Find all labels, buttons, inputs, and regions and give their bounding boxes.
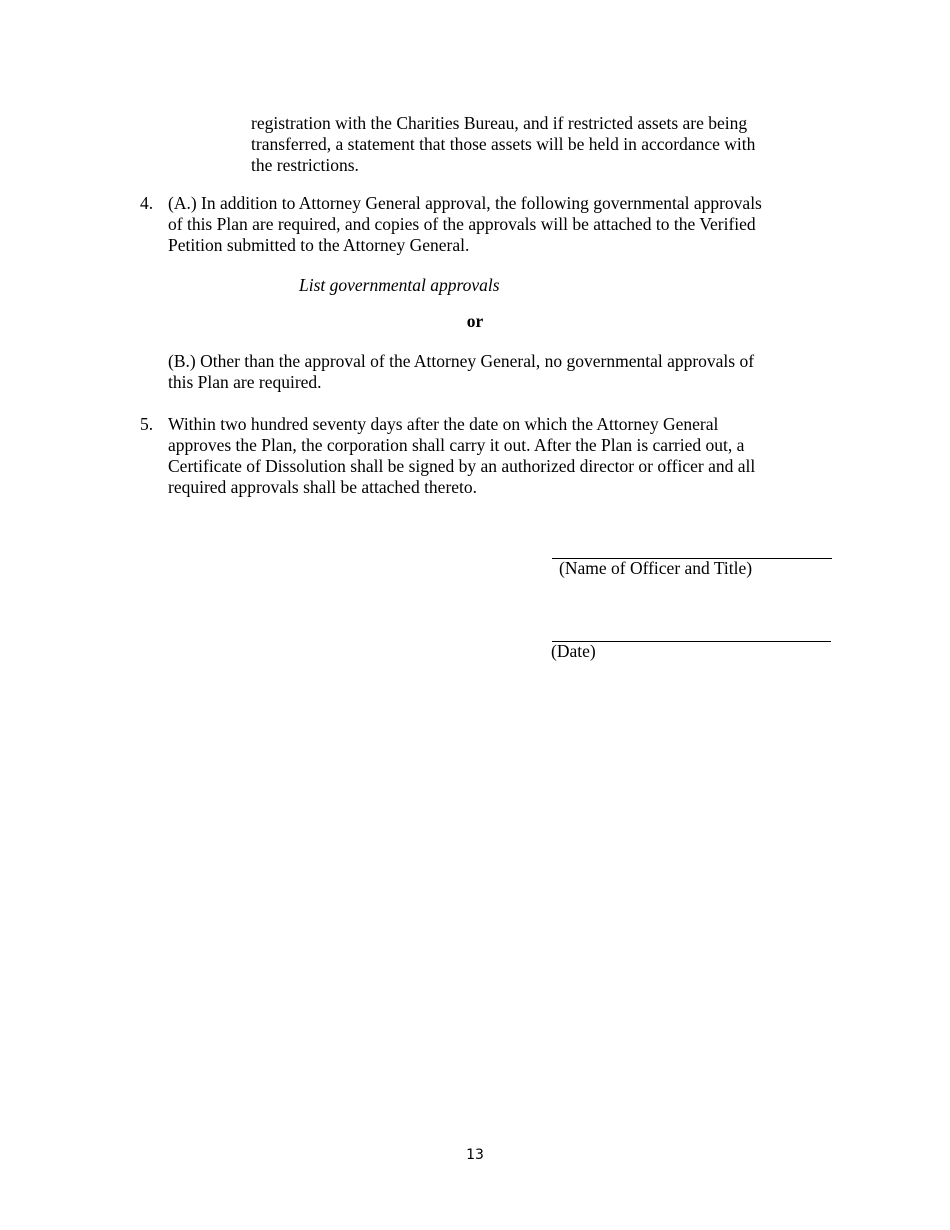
paragraph-line: the restrictions. bbox=[251, 155, 359, 175]
paragraph-line: (A.) In addition to Attorney General approval, the following governmental approvals bbox=[168, 193, 762, 213]
paragraph-line: of this Plan are required, and copies of the approvals will be attached to the Verified bbox=[168, 214, 756, 234]
continuation-paragraph bbox=[251, 113, 811, 176]
paragraph-line: Petition submitted to the Attorney General. bbox=[168, 235, 470, 255]
item-body bbox=[168, 193, 808, 256]
item-body bbox=[168, 414, 808, 498]
paragraph-line: Within two hundred seventy days after the date on which the Attorney General bbox=[168, 414, 719, 434]
list-approvals-placeholder: List governmental approvals bbox=[299, 275, 500, 295]
page-number: 13 bbox=[466, 1147, 484, 1163]
paragraph-line: approves the Plan, the corporation shall carry it out. After the Plan is carried out, a bbox=[168, 435, 745, 455]
item-number: 4. bbox=[140, 193, 154, 213]
date-label: (Date) bbox=[551, 641, 596, 661]
paragraph-line: transferred, a statement that those assets will be held in accordance with bbox=[251, 134, 756, 154]
paragraph-line: this Plan are required. bbox=[168, 372, 322, 392]
item-number: 5. bbox=[140, 414, 154, 434]
or-separator: or bbox=[466, 311, 484, 331]
paragraph-line: registration with the Charities Bureau, and if restricted assets are being bbox=[251, 113, 748, 133]
paragraph-line: required approvals shall be attached thereto. bbox=[168, 477, 478, 497]
paragraph-line: (B.) Other than the approval of the Attorney General, no governmental approvals of bbox=[168, 351, 755, 371]
officer-name-label: (Name of Officer and Title) bbox=[559, 558, 753, 578]
alternative-b-paragraph bbox=[168, 351, 808, 393]
paragraph-line: Certificate of Dissolution shall be signed by an authorized director or officer and all bbox=[168, 456, 756, 476]
